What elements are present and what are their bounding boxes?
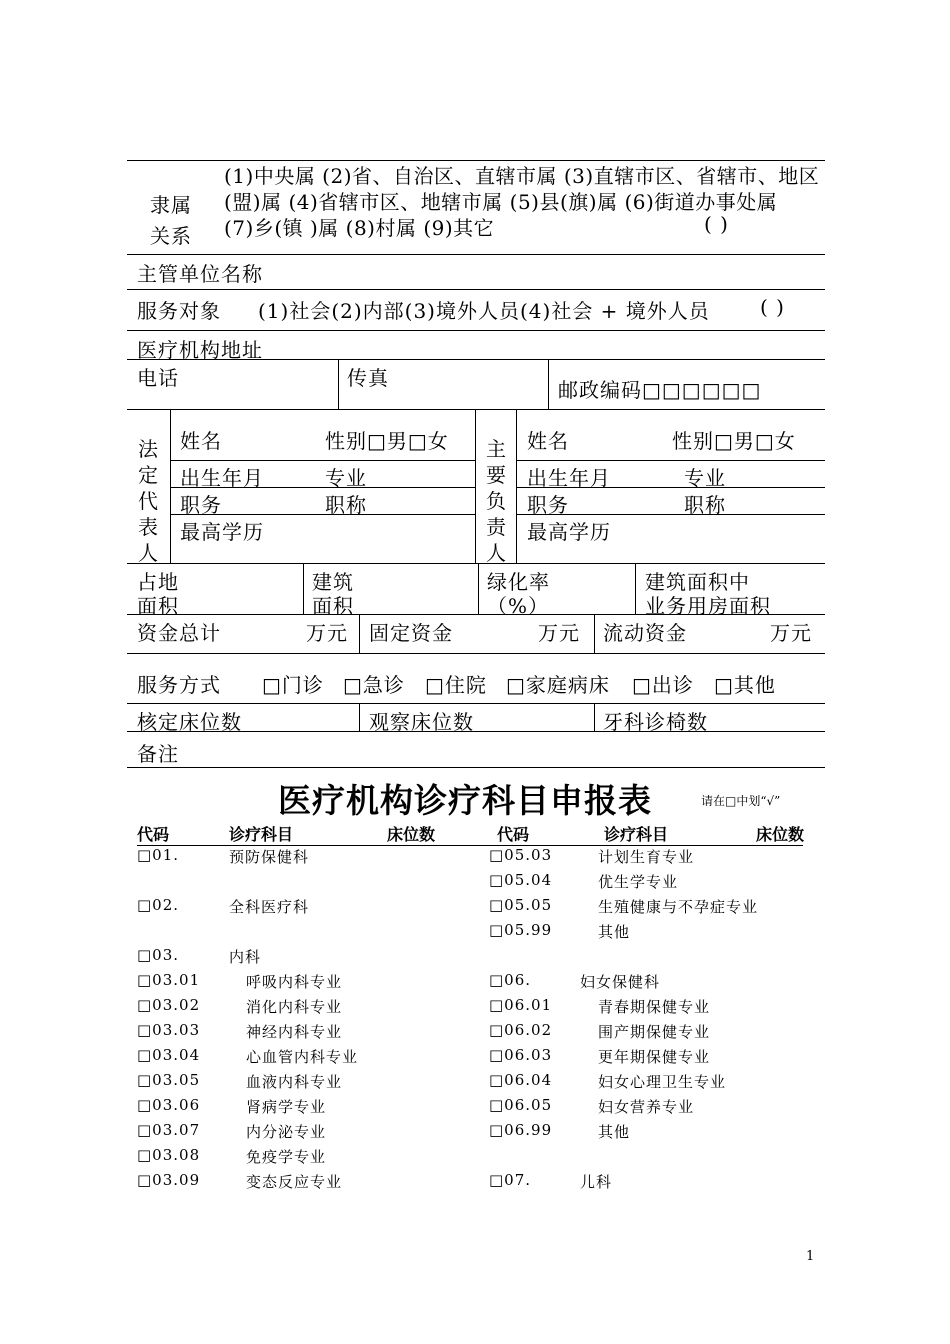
department-code[interactable]: □03.06 (137, 1096, 201, 1114)
department-name: 全科医疗科 (229, 898, 310, 916)
department-code[interactable]: □05.99 (489, 921, 553, 939)
rule (635, 563, 636, 614)
department-code[interactable]: □03.08 (137, 1146, 201, 1164)
page-number: 1 (806, 1249, 815, 1264)
affiliation-label: 关系 (150, 224, 192, 248)
principal-major-label: 专业 (684, 466, 726, 490)
address-label: 医疗机构地址 (137, 338, 263, 362)
principal-position-label: 职务 (527, 493, 569, 517)
department-name: 呼吸内科专业 (246, 973, 343, 991)
rule (359, 614, 360, 653)
service-mode-outpatient[interactable]: □门诊 (262, 673, 324, 697)
fax-label: 传真 (347, 366, 389, 390)
affiliation-blank[interactable]: ( ) (704, 212, 729, 236)
principal-education-label: 最高学历 (527, 520, 611, 544)
total-funds-label: 资金总计 (137, 621, 221, 645)
department-code[interactable]: □03.04 (137, 1046, 201, 1064)
rule (548, 359, 549, 409)
rule (127, 254, 825, 255)
legal-gender-label[interactable]: 性别□男□女 (325, 429, 449, 453)
department-name: 消化内科专业 (246, 998, 343, 1016)
service-mode-home-bed[interactable]: □家庭病床 (506, 673, 610, 697)
building-area-label: 建筑 (312, 570, 354, 594)
header-beds: 床位数 (756, 825, 805, 844)
department-name: 内分泌专业 (246, 1123, 327, 1141)
supervisor-label: 主管单位名称 (137, 262, 263, 286)
department-name: 免疫学专业 (246, 1148, 327, 1166)
affiliation-options: (盟)属 (4)省辖市区、地辖市属 (5)县(旗)属 (6)街道办事处属 (224, 190, 778, 214)
legal-title-label: 职称 (325, 493, 367, 517)
department-title: 医疗机构诊疗科目申报表 (278, 781, 652, 820)
department-code[interactable]: □06.04 (489, 1071, 553, 1089)
principal-gender-label[interactable]: 性别□男□女 (672, 429, 796, 453)
department-code[interactable]: □05.04 (489, 871, 553, 889)
header-code: 代码 (497, 825, 530, 844)
unit-label: 万元 (306, 621, 348, 645)
unit-label: 万元 (538, 621, 580, 645)
department-name: 预防保健科 (229, 848, 310, 866)
business-area-label: 业务用房面积 (645, 594, 771, 618)
header-subject: 诊疗科目 (604, 825, 669, 844)
principal-title-label: 职称 (684, 493, 726, 517)
service-mode-other[interactable]: □其他 (714, 673, 776, 697)
department-code[interactable]: □06.03 (489, 1046, 553, 1064)
department-code[interactable]: □07. (489, 1171, 532, 1189)
legal-education-label: 最高学历 (180, 520, 264, 544)
rule (127, 653, 825, 654)
affiliation-label: 隶属 (150, 193, 192, 217)
department-code[interactable]: □06.01 (489, 996, 553, 1014)
rule (127, 563, 825, 564)
department-code[interactable]: □02. (137, 896, 180, 914)
affiliation-options: (7)乡(镇 )属 (8)村属 (9)其它 (224, 216, 495, 240)
service-target-blank[interactable]: ( ) (760, 295, 785, 319)
rule (127, 330, 825, 331)
remarks-label: 备注 (137, 742, 179, 766)
fixed-funds-label: 固定资金 (369, 621, 453, 645)
postcode-label: 邮政编码□□□□□□ (558, 378, 762, 402)
department-name: 妇女心理卫生专业 (598, 1073, 727, 1091)
department-name: 肾病学专业 (246, 1098, 327, 1116)
header-beds: 床位数 (387, 825, 436, 844)
principal-label: 主 要 负 责 人 (486, 437, 506, 565)
department-name: 其他 (598, 923, 631, 941)
rule (170, 409, 171, 563)
department-code[interactable]: □05.03 (489, 846, 553, 864)
green-rate-label: 绿化率 (487, 570, 550, 594)
department-code[interactable]: □03.03 (137, 1021, 201, 1039)
department-name: 更年期保健专业 (598, 1048, 711, 1066)
department-name: 血液内科专业 (246, 1073, 343, 1091)
department-code[interactable]: □06. (489, 971, 532, 989)
land-area-label: 面积 (137, 594, 179, 618)
department-code[interactable]: □06.05 (489, 1096, 553, 1114)
rule (127, 409, 825, 410)
department-name: 神经内科专业 (246, 1023, 343, 1041)
service-mode-emergency[interactable]: □急诊 (343, 673, 405, 697)
rule (127, 703, 825, 704)
rule (594, 614, 595, 653)
department-name: 围产期保健专业 (598, 1023, 711, 1041)
department-code[interactable]: □01. (137, 846, 180, 864)
rule (338, 359, 339, 409)
service-target-label: 服务对象 (137, 299, 221, 323)
rule (127, 767, 825, 768)
rule (516, 409, 517, 563)
department-name: 变态反应专业 (246, 1173, 343, 1191)
department-code[interactable]: □06.02 (489, 1021, 553, 1039)
green-rate-label: （%） (487, 594, 550, 618)
service-target-options: (1)社会(2)内部(3)境外人员(4)社会 + 境外人员 (258, 299, 710, 323)
department-name: 其他 (598, 1123, 631, 1141)
approved-beds-label: 核定床位数 (137, 710, 242, 734)
department-code[interactable]: □03.01 (137, 971, 201, 989)
department-name: 儿科 (580, 1173, 613, 1191)
department-name: 妇女保健科 (580, 973, 661, 991)
department-name: 妇女营养专业 (598, 1098, 695, 1116)
department-note: 请在□中划“√” (701, 794, 781, 808)
service-mode-visit[interactable]: □出诊 (632, 673, 694, 697)
department-name: 计划生育专业 (598, 848, 695, 866)
legal-major-label: 专业 (325, 466, 367, 490)
current-funds-label: 流动资金 (603, 621, 687, 645)
department-name: 青春期保健专业 (598, 998, 711, 1016)
legal-birth-label: 出生年月 (180, 466, 264, 490)
rule (127, 289, 825, 290)
department-code[interactable]: □03. (137, 946, 180, 964)
building-area-label: 面积 (312, 594, 354, 618)
department-code[interactable]: □03.09 (137, 1171, 201, 1189)
service-mode-label: 服务方式 (137, 673, 221, 697)
department-code[interactable]: □03.02 (137, 996, 201, 1014)
header-subject: 诊疗科目 (229, 825, 294, 844)
department-code[interactable]: □03.07 (137, 1121, 201, 1139)
department-code[interactable]: □06.99 (489, 1121, 553, 1139)
observation-beds-label: 观察床位数 (369, 710, 474, 734)
rule (516, 460, 825, 461)
department-name: 优生学专业 (598, 873, 679, 891)
land-area-label: 占地 (137, 570, 179, 594)
header-code: 代码 (137, 825, 170, 844)
legal-position-label: 职务 (180, 493, 222, 517)
department-name: 心血管内科专业 (246, 1048, 359, 1066)
business-area-label: 建筑面积中 (645, 570, 750, 594)
dental-chairs-label: 牙科诊椅数 (603, 710, 708, 734)
department-code[interactable]: □05.05 (489, 896, 553, 914)
rule (303, 563, 304, 614)
rule (478, 563, 479, 614)
phone-label: 电话 (137, 366, 179, 390)
affiliation-options: (1)中央属 (2)省、自治区、直辖市属 (3)直辖市区、省辖市、地区 (224, 164, 820, 188)
principal-birth-label: 出生年月 (527, 466, 611, 490)
department-code[interactable]: □03.05 (137, 1071, 201, 1089)
rule (594, 703, 595, 731)
department-name: 内科 (229, 948, 262, 966)
department-name: 生殖健康与不孕症专业 (598, 898, 759, 916)
principal-name-label: 姓名 (527, 429, 569, 453)
unit-label: 万元 (770, 621, 812, 645)
legal-rep-label: 法 定 代 表 人 (138, 437, 158, 565)
service-mode-inpatient[interactable]: □住院 (425, 673, 487, 697)
legal-name-label: 姓名 (180, 429, 222, 453)
rule (475, 409, 476, 563)
rule (359, 703, 360, 731)
rule (170, 460, 475, 461)
